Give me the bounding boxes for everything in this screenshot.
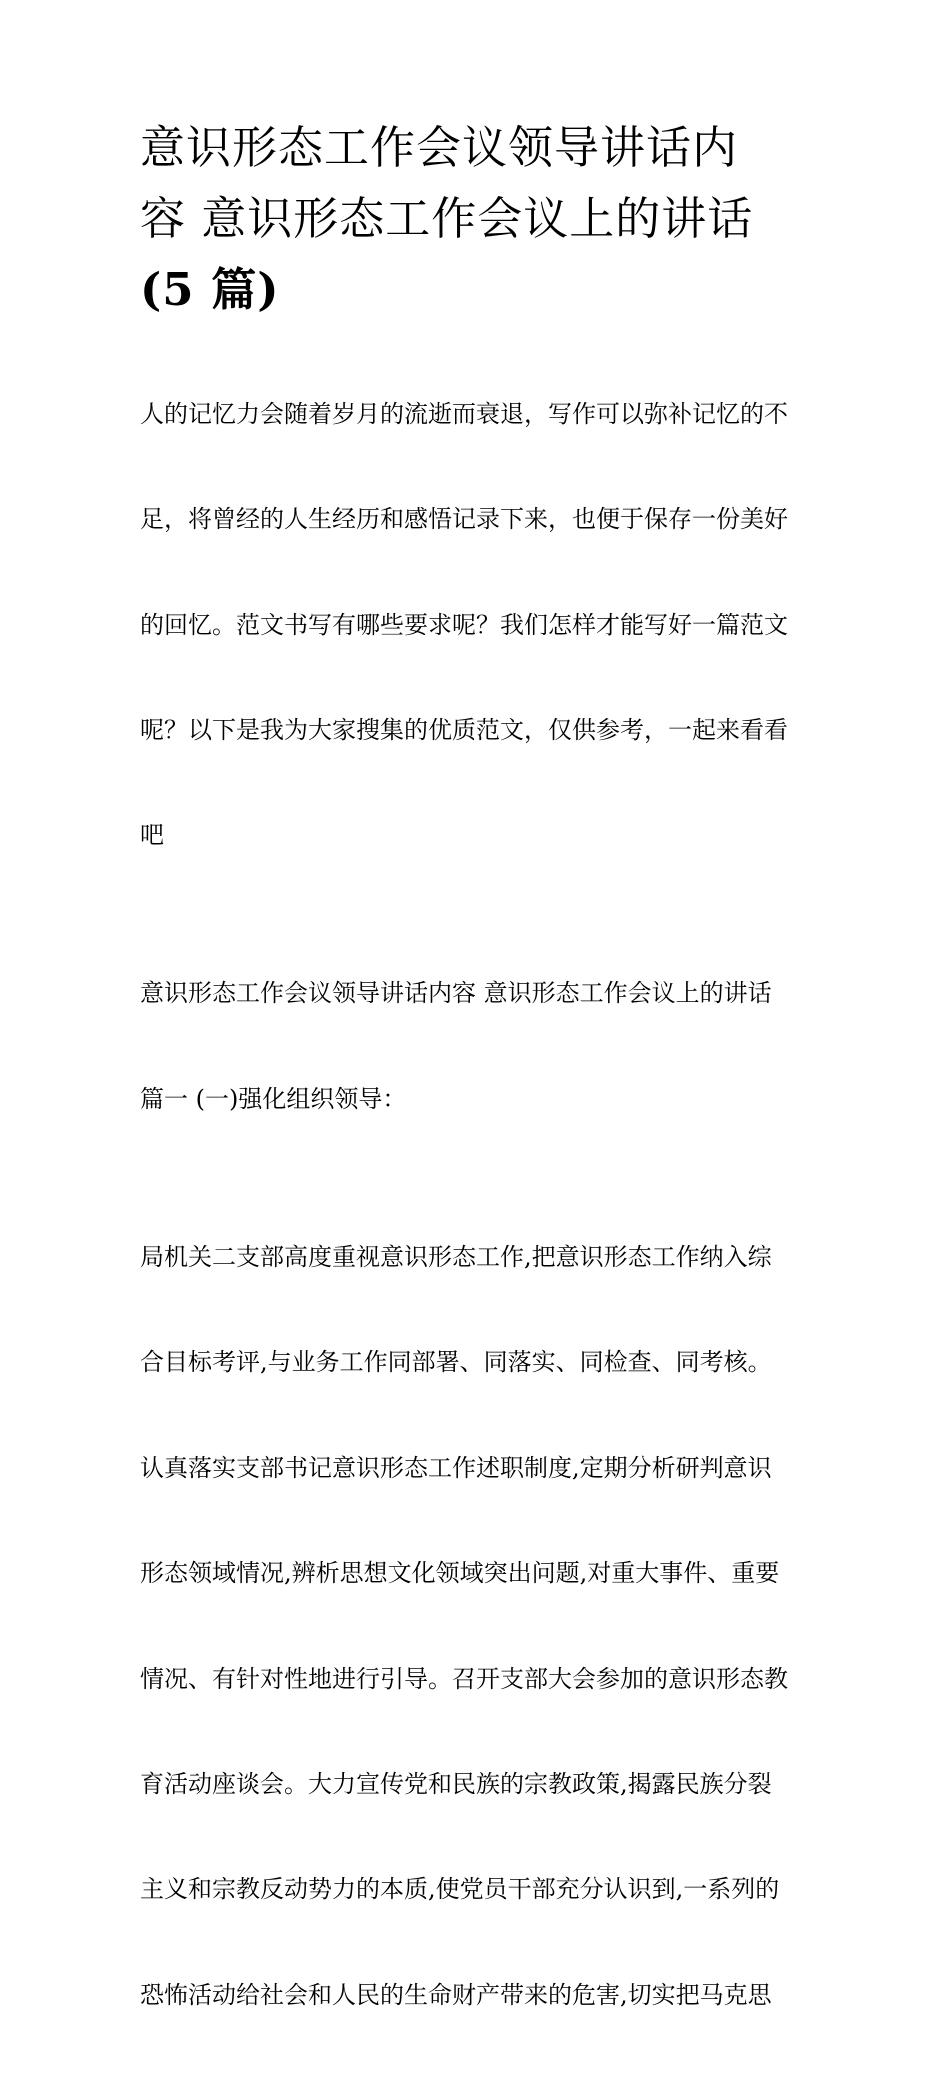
paragraph-line: 人的记忆力会随着岁月的流逝而衰退，写作可以弥补记忆的不 bbox=[140, 399, 788, 428]
paragraph-line: 形态领域情况,辨析思想文化领域突出问题,对重大事件、重要 bbox=[140, 1559, 780, 1588]
paragraph-line: 合目标考评,与业务工作同部署、同落实、同检查、同考核。 bbox=[140, 1348, 772, 1377]
paragraph-line: 呢？以下是我为大家搜集的优质范文，仅供参考，一起来看看 bbox=[140, 715, 788, 744]
paragraph-line: 足，将曾经的人生经历和感悟记录下来，也便于保存一份美好 bbox=[140, 505, 788, 534]
title-line: 容 意识形态工作会议上的讲话 bbox=[140, 192, 754, 245]
document-title bbox=[140, 112, 816, 325]
body-paragraph bbox=[140, 1178, 816, 2074]
intro-paragraph bbox=[140, 335, 816, 915]
paragraph-line: 局机关二支部高度重视意识形态工作,把意识形态工作纳入综 bbox=[140, 1242, 772, 1271]
paragraph-line: 情况、有针对性地进行引导。召开支部大会参加的意识形态教 bbox=[140, 1664, 788, 1693]
paragraph-line: 认真落实支部书记意识形态工作述职制度,定期分析研判意识 bbox=[140, 1453, 772, 1482]
paragraph-line: 篇一 (一)强化组织领导： bbox=[140, 1084, 407, 1113]
title-line: 意识形态工作会议领导讲话内 bbox=[140, 121, 739, 174]
paragraph-line: 恐怖活动给社会和人民的生命财产带来的危害,切实把马克思 bbox=[140, 1980, 772, 2009]
paragraph-line: 育活动座谈会。大力宣传党和民族的宗教政策,揭露民族分裂 bbox=[140, 1769, 772, 1798]
title-line: (5 篇) bbox=[140, 263, 280, 316]
paragraph-line: 吧 bbox=[140, 821, 164, 850]
section-heading bbox=[140, 915, 816, 1179]
paragraph-line: 主义和宗教反动势力的本质,使党员干部充分认识到,一系列的 bbox=[140, 1875, 780, 1904]
paragraph-line: 的回忆。范文书写有哪些要求呢？我们怎样才能写好一篇范文 bbox=[140, 610, 788, 639]
document-content bbox=[140, 112, 816, 2074]
paragraph-line: 意识形态工作会议领导讲话内容 意识形态工作会议上的讲话 bbox=[140, 979, 772, 1008]
